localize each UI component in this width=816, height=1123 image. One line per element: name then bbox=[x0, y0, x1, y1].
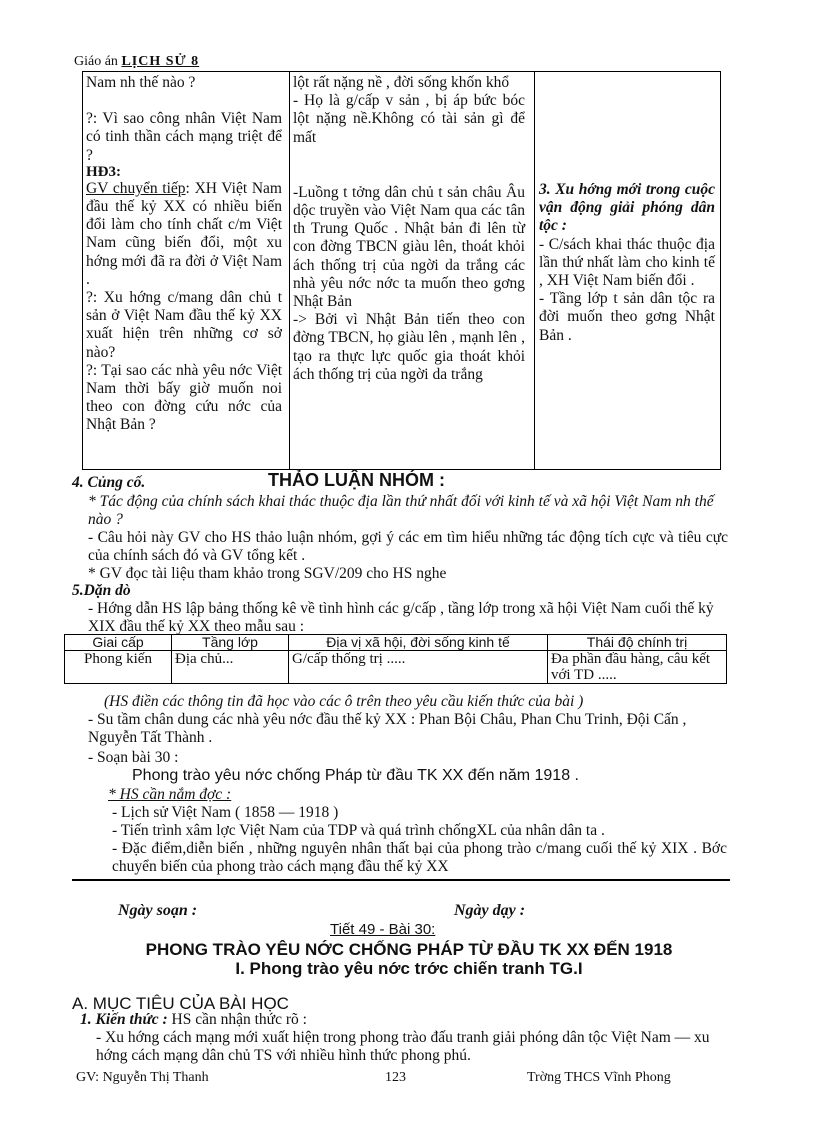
table-cell: Địa chủ... bbox=[172, 651, 289, 684]
table-divider bbox=[534, 72, 535, 469]
table-text: ?: Vì sao công nhân Việt Nam có tinh thần cách mạng triệt để ? bbox=[86, 110, 282, 164]
table-col-summary bbox=[539, 181, 715, 345]
lesson-number: Tiết 49 - Bài 30: bbox=[330, 921, 436, 938]
header-prefix: Giáo án bbox=[74, 54, 118, 69]
table-cell: Phong kiến bbox=[65, 651, 172, 684]
table-cell: G/cấp thống trị ..... bbox=[289, 651, 548, 684]
section-a-heading: A. MỤC TIÊU CỦA BÀI HỌC bbox=[72, 994, 289, 1013]
lesson-title: PHONG TRÀO YÊU NỚC CHỐNG PHÁP TỪ ĐẦU TK XX ĐẾN 1918 bbox=[145, 940, 673, 959]
footer-school: Trờng THCS Vĩnh Phong bbox=[527, 1070, 671, 1085]
list-item: - Tiến trình xâm lợc Việt Nam của TDP và quá trình chốngXL của nhân dân ta . bbox=[112, 822, 605, 839]
table-text: : XH Việt Nam đầu thế kỷ XX có nhiều biến đổi làm cho tính chất c/m Việt Nam cũng biến đổi, một xu hớng mới đã ra đời ở Việt Nam . bbox=[86, 179, 282, 288]
homework-line: - Su tầm chân dung các nhà yêu nớc đầu thế kỷ XX : Phan Bội Châu, Phan Chu Trinh, Đội Cấn , Nguyễn Tất Thành . bbox=[88, 711, 687, 746]
table-text: - Họ là g/cấp v sản , bị áp bức bóc lột nặng nề.Không có tài sản gì để mất bbox=[293, 92, 525, 146]
ngay-day: Ngày dạy : bbox=[454, 902, 526, 919]
table-divider bbox=[289, 72, 290, 469]
discussion-heading: THẢO LUẬN NHÓM : bbox=[268, 470, 445, 490]
table-text: -> Bởi vì Nhật Bản tiến theo con đờng TBCN, họ giàu lên , mạnh lên , tạo ra thực lực quốc gia thoát khỏi ách thống trị của ngời da trắng bbox=[293, 311, 525, 383]
table-text: lột rất nặng nề , đời sống khốn khổ bbox=[293, 74, 510, 91]
lesson-subtitle: I. Phong trào yêu nớc trớc chiến tranh TG.I bbox=[235, 959, 583, 978]
divider bbox=[72, 879, 730, 881]
discussion-question bbox=[88, 493, 728, 529]
table-header: Thái độ chính trị bbox=[548, 635, 727, 651]
summary-title: 3. Xu hớng mới trong cuộc vận động giải phóng dân tộc : bbox=[539, 181, 715, 235]
table-col-content bbox=[293, 74, 525, 384]
knowledge-label: 1. Kiến thức : bbox=[80, 1011, 168, 1028]
knowledge-body: - Xu hớng cách mạng mới xuất hiện trong phong trào đấu tranh giải phóng dân tộc Việt Nam — xu hớng cách mạng dân chủ TS với nhiều hình thức phong phú. bbox=[96, 1029, 710, 1064]
table-header: Giai cấp bbox=[65, 635, 172, 651]
main-table bbox=[82, 71, 721, 470]
list-item: - Đặc điểm,diễn biến , những nguyên nhân thất bại của phong trào c/mang cuối thế kỷ XIX . Bớc chuyển biến của phong trào cách mạng đầu thế kỷ XX bbox=[112, 840, 727, 875]
section-4-title: 4. Củng cố. bbox=[72, 474, 146, 491]
table-header: Tầng lớp bbox=[172, 635, 289, 651]
homework-line: - Soạn bài 30 : bbox=[88, 749, 179, 766]
page-number: 123 bbox=[385, 1070, 406, 1085]
table-cell: Đa phần đầu hàng, câu kết với TD ..... bbox=[548, 651, 727, 684]
must-know-list bbox=[112, 804, 727, 876]
discussion-line: * GV đọc tài liệu tham khảo trong SGV/209 cho HS nghe bbox=[88, 565, 447, 582]
discussion-question-text: * Tác động của chính sách khai thác thuộc địa lần thứ nhất đối với kinh tế và xã hội Việt Nam nh thế nào ? bbox=[88, 493, 714, 528]
table-col-activities bbox=[86, 74, 282, 435]
table-header-row bbox=[65, 635, 727, 651]
table-text: ?: Tại sao các nhà yêu nớc Việt Nam thời bấy giờ muốn noi theo con đờng cứu nớc của Nhật Bản ? bbox=[86, 361, 282, 434]
activity-label: HĐ3: bbox=[86, 163, 121, 180]
section-5-title: 5.Dặn dò bbox=[72, 582, 131, 599]
knowledge-intro: HS cần nhận thức rõ : bbox=[167, 1011, 307, 1028]
knowledge-line bbox=[80, 1011, 307, 1029]
must-know-label bbox=[108, 786, 231, 804]
class-table bbox=[64, 634, 727, 684]
header-subject: LỊCH SỬ 8 bbox=[121, 54, 200, 69]
table-text: Nam nh thế nào ? bbox=[86, 74, 196, 91]
ngay-soan: Ngày soạn : bbox=[118, 902, 198, 919]
table-note: (HS điền các thông tin đã học vào các ô trên theo yêu cầu kiến thức của bài ) bbox=[104, 693, 584, 710]
discussion-line: - Câu hỏi này GV cho HS thảo luận nhóm, gợi ý các em tìm hiểu những tác động tích cực và tiêu cực của chính sách đó và GV tổng kết . bbox=[88, 529, 728, 564]
transition-label: GV chuyển tiếp bbox=[86, 179, 186, 197]
list-item: - Lịch sử Việt Nam ( 1858 — 1918 ) bbox=[112, 804, 339, 821]
table-header: Địa vị xã hội, đời sống kinh tế bbox=[289, 635, 548, 651]
summary-item: - Tầng lớp t sản dân tộc ra đời muốn theo gơng Nhật Bản . bbox=[539, 290, 715, 344]
homework-line: - Hớng dẫn HS lập bảng thống kê về tình hình các g/cấp , tầng lớp trong xã hội Việt Nam cuối thế kỷ XIX đầu thế kỷ XX theo mẫu sau : bbox=[88, 600, 714, 635]
must-know-text: * HS cần nắm đợc : bbox=[108, 786, 232, 803]
footer-teacher: GV: Nguyễn Thị Thanh bbox=[76, 1070, 209, 1085]
lesson-30-title: Phong trào yêu nớc chống Pháp từ đầu TK XX đến năm 1918 . bbox=[132, 767, 579, 784]
summary-item: - C/sách khai thác thuộc địa lần thứ nhất làm cho kinh tế , XH Việt Nam biến đổi . bbox=[539, 235, 715, 290]
table-row bbox=[65, 651, 727, 684]
table-text: -Luồng t tởng dân chủ t sản châu Âu dộc truyền vào Việt Nam qua các tân th Trung Quốc . Nhật bản đi lên từ con đờng TBCN giàu lên, thoát khỏi ách thống trị của ngời da trắng các nhà yêu nớc nớc ta muốn theo gơng Nhật Bản bbox=[293, 183, 525, 311]
page-header bbox=[74, 54, 199, 70]
table-text: ?: Xu hớng c/mang dân chủ t sản ở Việt Nam đầu thế kỷ XX xuất hiện trên những cơ sở nào? bbox=[86, 289, 282, 361]
